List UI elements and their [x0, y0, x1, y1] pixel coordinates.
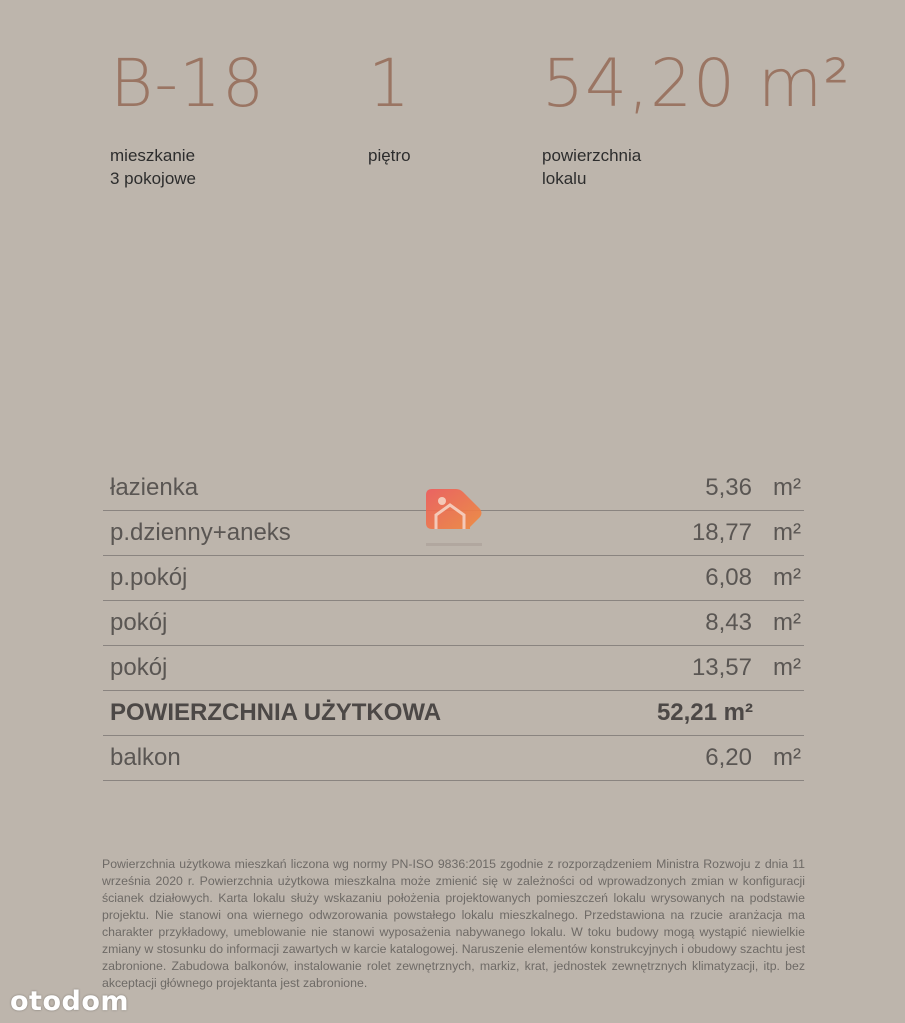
unit-type-line2: 3 pokojowe [110, 169, 197, 188]
balcony-row [103, 736, 804, 781]
room-name: pokój [110, 654, 168, 681]
total-label: POWIERZCHNIA UŻYTKOWA [110, 699, 442, 726]
room-unit: m² [773, 654, 801, 681]
room-unit: m² [773, 564, 801, 591]
usable-area-total-row [103, 691, 804, 736]
unit-type-line1: mieszkanie [110, 146, 196, 165]
room-unit: m² [773, 519, 801, 546]
unit-area: 54,20 m² [542, 45, 851, 122]
otodom-logo[interactable]: otodom [10, 986, 130, 1017]
area-label-line2: lokalu [542, 169, 587, 188]
area-block [542, 44, 851, 190]
area-label-line1: powierzchnia [542, 146, 642, 165]
balcony-unit: m² [773, 744, 801, 771]
balcony-area: 6,20 [705, 744, 752, 771]
unit-code: B-18 [110, 45, 266, 122]
total-area: 52,21 m² [656, 699, 753, 726]
area-label [542, 144, 851, 190]
unit-type [110, 144, 265, 190]
room-area: 8,43 [705, 609, 752, 636]
room-area: 18,77 [691, 519, 752, 546]
house-tag-icon [422, 485, 486, 557]
room-name: pokój [110, 609, 168, 636]
room-name: łazienka [110, 474, 199, 501]
floor-block [368, 44, 411, 167]
room-area: 6,08 [705, 564, 752, 591]
floor-label: piętro [368, 146, 411, 165]
balcony-name: balkon [110, 744, 181, 771]
room-area: 5,36 [705, 474, 752, 501]
room-row-room-2 [103, 646, 804, 691]
unit-summary [0, 44, 905, 194]
legal-disclaimer: Powierzchnia użytkowa mieszkań liczona wg normy PN-ISO 9836:2015 zgodnie z rozporządzeniem Ministra Rozwoju z dnia 11 września 2020 r. Powierzchnia użytkowa mieszkalna może zmienić się w zależności od wprowadzonych zmian w konfiguracji ścianek działowych. Karta lokalu służy wskazaniu położenia projektowanych pomieszczeń lokalu wrysowanych na podstawie projektu. Nie stanowi ona wiernego odwzorowania powstałego lokalu mieszkalnego. Przedstawiona na rzucie aranżacja ma charakter przykładowy, umeblowanie nie stanowi wyposażenia nabywanego lokalu. W toku budowy mogą wystąpić niewielkie zmiany w stosunku do informacji zawartych w karcie katalogowej. Naruszenie elementów konstrukcyjnych i obudowy szachtu jest zabronione. Zabudowa balkonów, instalowanie rolet zewnętrznych, markiz, krat, jednostek zewnętrznych klimatyzacji, itp. bez akceptacji głównego projektanta jest zabronione. [102, 857, 805, 990]
room-row-hall [103, 556, 804, 601]
room-unit: m² [773, 474, 801, 501]
floor-number: 1 [368, 45, 411, 122]
room-area: 13,57 [691, 654, 752, 681]
unit-code-block [110, 44, 265, 190]
room-unit: m² [773, 609, 801, 636]
room-name: p.dzienny+aneks [110, 519, 291, 546]
room-row-room-1 [103, 601, 804, 646]
room-name: p.pokój [110, 564, 188, 591]
